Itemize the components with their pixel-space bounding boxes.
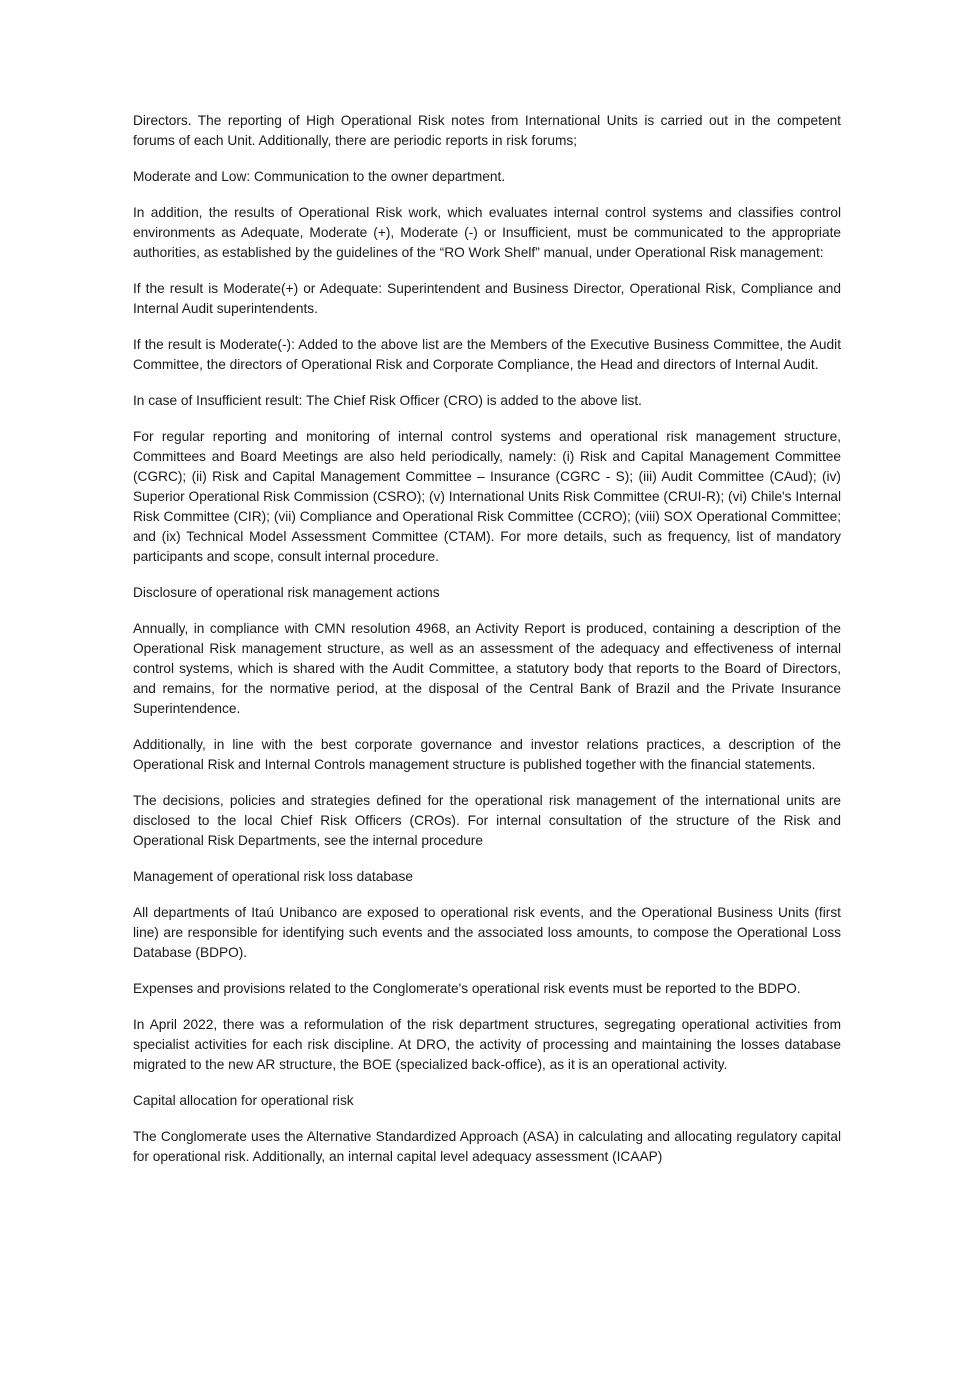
heading-capital-allocation: Capital allocation for operational risk — [133, 1093, 354, 1108]
paragraph-activity-report: Annually, in compliance with CMN resolution 4968, an Activity Report is produced, containing a description of the Operational Risk management structure, as well as an assessment of the adequacy and effectiveness of internal control systems, which is shared with the Audit Committee, a statutory body that reports to the Board of Directors, and remains, for the normative period, at the disposal of the Central Bank of Brazil and the Private Insurance Superintendence. — [133, 621, 841, 716]
paragraph-directors-reporting: Directors. The reporting of High Operational Risk notes from International Units is carried out in the competent forums of each Unit. Additionally, there are periodic reports in risk forums; — [133, 113, 841, 148]
paragraph-reformulation: In April 2022, there was a reformulation of the risk department structures, segregating operational activities from specialist activities for each risk discipline. At DRO, the activity of processing and maintaining the losses database migrated to the new AR structure, the BOE (specialized back-office), as it is an operational activity. — [133, 1017, 841, 1072]
document-page — [133, 111, 841, 1183]
paragraph-insufficient-result: In case of Insufficient result: The Chief Risk Officer (CRO) is added to the above list. — [133, 393, 642, 408]
paragraph-asa: The Conglomerate uses the Alternative Standardized Approach (ASA) in calculating and allocating regulatory capital for operational risk. Additionally, an internal capital level adequacy assessment (ICAAP) — [133, 1129, 841, 1164]
paragraph-results-communication: In addition, the results of Operational Risk work, which evaluates internal control systems and classifies control environments as Adequate, Moderate (+), Moderate (-) or Insufficient, must be communicated to the appropriate authorities, as established by the guidelines of the “RO Work Shelf” manual, under Operational Risk management: — [133, 205, 841, 260]
paragraph-governance: Additionally, in line with the best corporate governance and investor relations practices, a description of the Operational Risk and Internal Controls management structure is published together with the financial statements. — [133, 737, 841, 772]
paragraph-expenses-provisions: Expenses and provisions related to the Conglomerate's operational risk events must be reported to the BDPO. — [133, 981, 801, 996]
paragraph-international-units: The decisions, policies and strategies defined for the operational risk management of the international units are disclosed to the local Chief Risk Officers (CROs). For internal consultation of the structure of the Risk and Operational Risk Departments, see the internal procedure — [133, 793, 841, 848]
paragraph-moderate-low: Moderate and Low: Communication to the owner department. — [133, 169, 506, 184]
heading-loss-database: Management of operational risk loss database — [133, 869, 413, 884]
paragraph-committees: For regular reporting and monitoring of internal control systems and operational risk management structure, Committees and Board Meetings are also held periodically, namely: (i) Risk and Capital Management Committee (CGRC); (ii) Risk and Capital Management Committee – Insurance (CGRC - S); (iii) Audit Committee (CAud); (iv) Superior Operational Risk Commission (CSRO); (v) International Units Risk Committee (CRUI-R); (vi) Chile's Internal Risk Committee (CIR); (vii) Compliance and Operational Risk Committee (CCRO); (viii) SOX Operational Committee; and (ix) Technical Model Assessment Committee (CTAM). For more details, such as frequency, list of mandatory participants and scope, consult internal procedure. — [133, 429, 841, 564]
paragraph-bdpo: All departments of Itaú Unibanco are exposed to operational risk events, and the Operational Business Units (first line) are responsible for identifying such events and the associated loss amounts, to compose the Operational Loss Database (BDPO). — [133, 905, 841, 960]
paragraph-moderate-minus: If the result is Moderate(-): Added to the above list are the Members of the Executive Business Committee, the Audit Committee, the directors of Operational Risk and Corporate Compliance, the Head and directors of Internal Audit. — [133, 337, 841, 372]
heading-disclosure: Disclosure of operational risk management actions — [133, 585, 440, 600]
paragraph-moderate-plus-adequate: If the result is Moderate(+) or Adequate: Superintendent and Business Director, Operational Risk, Compliance and Internal Audit superintendents. — [133, 281, 841, 316]
